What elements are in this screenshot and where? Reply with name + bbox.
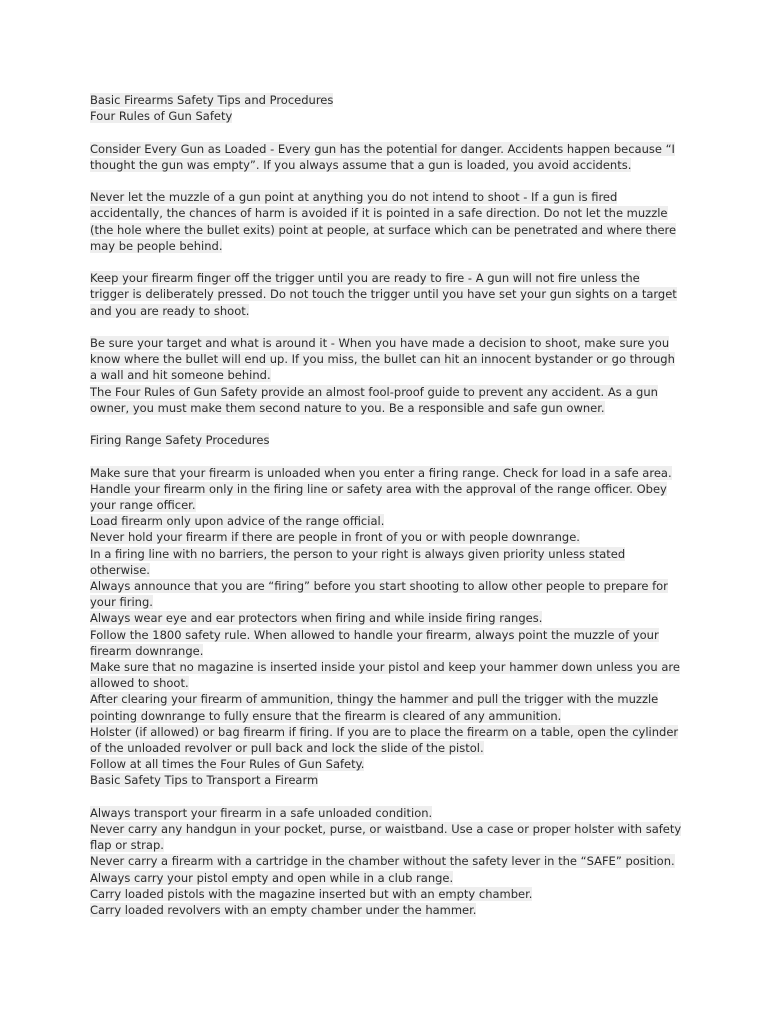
- text-line: Always transport your firearm in a safe unloaded condition.: [90, 805, 433, 820]
- text-line: Make sure that your firearm is unloaded when you enter a firing range. Check for load in a safe area.: [90, 465, 672, 480]
- transport-list: [90, 805, 690, 918]
- text-line: may be people behind.: [90, 238, 223, 253]
- text-line: The Four Rules of Gun Safety provide an almost fool-proof guide to prevent any accident. As a gun: [90, 384, 658, 399]
- paragraph-gap: [90, 448, 690, 464]
- text-line: owner, you must make them second nature to you. Be a responsible and safe gun owner.: [90, 400, 605, 415]
- text-line: Carry loaded pistols with the magazine inserted but with an empty chamber.: [90, 886, 533, 901]
- paragraph-gap: [90, 124, 690, 140]
- text-line: Holster (if allowed) or bag firearm if firing. If you are to place the firearm on a table, open the cylinder: [90, 724, 679, 739]
- text-line: Never carry any handgun in your pocket, purse, or waistband. Use a case or proper holster with safety: [90, 822, 682, 837]
- paragraph-gap: [90, 319, 690, 335]
- text-line: of the unloaded revolver or pull back and lock the slide of the pistol.: [90, 741, 484, 756]
- text-line: know where the bullet will end up. If you miss, the bullet can hit an innocent bystander or go through: [90, 352, 675, 367]
- rule1-paragraph: [90, 141, 690, 173]
- text-line: firearm downrange.: [90, 643, 204, 658]
- text-line: After clearing your firearm of ammunition, thingy the hammer and pull the trigger with the muzzle: [90, 692, 659, 707]
- text-line: a wall and hit someone behind.: [90, 368, 271, 383]
- text-line: Be sure your target and what is around it - When you have made a decision to shoot, make sure you: [90, 335, 670, 350]
- text-line: thought the gun was empty”. If you always assume that a gun is loaded, you avoid accidents.: [90, 157, 632, 172]
- text-line: accidentally, the chances of harm is avoided if it is pointed in a safe direction. Do not let the muzzle: [90, 206, 668, 221]
- document-page: [90, 92, 690, 918]
- rule4-paragraph: [90, 335, 690, 416]
- text-line: and you are ready to shoot.: [90, 303, 250, 318]
- text-line: Carry loaded revolvers with an empty chamber under the hammer.: [90, 903, 477, 918]
- paragraph-gap: [90, 789, 690, 805]
- text-line: Never carry a firearm with a cartridge in the chamber without the safety lever in the “SAFE” position.: [90, 854, 675, 869]
- document-subtitle: Four Rules of Gun Safety: [90, 109, 233, 124]
- range-heading: Firing Range Safety Procedures: [90, 433, 270, 448]
- text-line: Follow the 1800 safety rule. When allowed to handle your firearm, always point the muzzle of your: [90, 627, 659, 642]
- range-list: [90, 465, 690, 789]
- text-line: pointing downrange to fully ensure that the firearm is cleared of any ammunition.: [90, 708, 562, 723]
- document-title: Basic Firearms Safety Tips and Procedures: [90, 93, 334, 107]
- text-line: your range officer.: [90, 497, 196, 512]
- text-line: Never let the muzzle of a gun point at anything you do not intend to shoot - If a gun is fired: [90, 190, 618, 205]
- text-line: flap or strap.: [90, 838, 164, 853]
- text-line: (the hole where the bullet exits) point at people, at surface which can be penetrated and where there: [90, 222, 677, 237]
- text-line: trigger is deliberately pressed. Do not touch the trigger until you have set your gun sights on a target: [90, 287, 677, 302]
- text-line: Load firearm only upon advice of the range official.: [90, 514, 385, 529]
- text-line: allowed to shoot.: [90, 676, 189, 691]
- paragraph-gap: [90, 173, 690, 189]
- text-line: your firing.: [90, 595, 153, 610]
- text-line: Always announce that you are “firing” before you start shooting to allow other people to prepare for: [90, 579, 668, 593]
- rule3-paragraph: [90, 270, 690, 319]
- text-line: Never hold your firearm if there are people in front of you or with people downrange.: [90, 530, 580, 545]
- rule2-paragraph: [90, 189, 690, 254]
- text-line: Keep your firearm finger off the trigger until you are ready to fire - A gun will not fire unless the: [90, 271, 640, 286]
- paragraph-gap: [90, 254, 690, 270]
- text-line: otherwise.: [90, 562, 150, 577]
- text-line: Always carry your pistol empty and open while in a club range.: [90, 870, 454, 885]
- text-line: Make sure that no magazine is inserted inside your pistol and keep your hammer down unless you are: [90, 660, 680, 675]
- text-line: Follow at all times the Four Rules of Gun Safety.: [90, 757, 365, 772]
- text-line: Consider Every Gun as Loaded - Every gun has the potential for danger. Accidents happen because “I: [90, 141, 675, 156]
- text-line: Handle your firearm only in the firing line or safety area with the approval of the range officer. Obey: [90, 481, 667, 496]
- text-line: In a firing line with no barriers, the person to your right is always given priority unless stated: [90, 546, 626, 561]
- paragraph-gap: [90, 416, 690, 432]
- text-line: Always wear eye and ear protectors when firing and while inside firing ranges.: [90, 611, 543, 626]
- transport-heading: Basic Safety Tips to Transport a Firearm: [90, 773, 319, 788]
